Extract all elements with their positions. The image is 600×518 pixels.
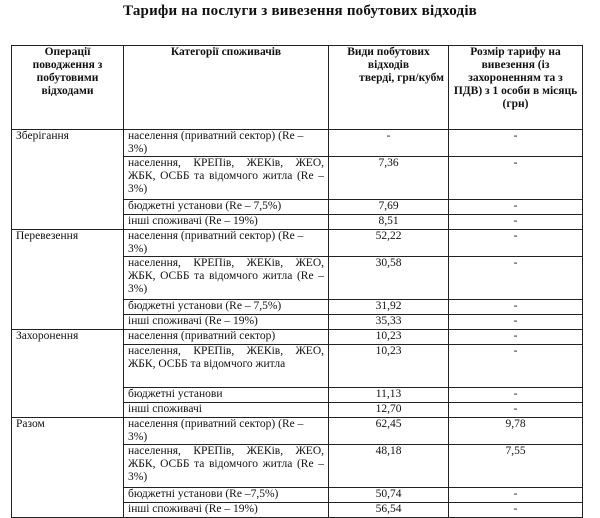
document-title: Тарифи на послуги з вивезення побутових відходів [123,3,477,19]
volume-cell: 56,54 [329,503,449,518]
volume-cell: 30,58 [329,257,449,300]
category-cell: населення (приватний сектор) [124,330,329,345]
volume-cell: 11,13 [329,388,449,403]
tariff-cell: 9,78 [449,418,583,445]
category-cell: населення, КРЕПів, ЖЕКів, ЖЕО, ЖБК, ОСББ та відомчого житла (Re – 3%) [124,257,329,300]
category-cell: населення (приватний сектор) (Re – 3%) [124,230,329,257]
volume-cell: 10,23 [329,330,449,345]
category-cell: бюджетні установи [124,388,329,403]
tariff-cell: - [449,403,583,418]
header-tariff: Розмір тарифу на вивезення (із захороненням та з ПДВ) з 1 особи в місяць (грн) [449,46,583,130]
tariff-cell: - [449,300,583,315]
header-volume-title: Види побутових відходів [347,46,430,71]
table-row [12,230,583,257]
category-cell: бюджетні установи (Re –7,5%) [124,488,329,503]
tariff-cell: - [449,257,583,300]
category-cell: населення, КРЕПів, ЖЕКів, ЖЕО, ЖБК, ОСББ та відомчого житла (Re – 3%) [124,445,329,488]
operation-cell: Перевезення [12,230,124,330]
table-row [12,130,583,157]
header-category: Категорії споживачів [124,46,329,130]
tariff-cell: - [449,130,583,157]
header-operation: Операції поводження з побутовими відходами [12,46,124,130]
volume-cell: 31,92 [329,300,449,315]
operation-cell: Разом [12,418,124,518]
category-cell: населення, КРЕПів, ЖЕКів, ЖЕО, ЖБК, ОСББ та відомчого житла (Re – 3%) [124,157,329,200]
category-cell: населення (приватний сектор) (Re – 3%) [124,130,329,157]
tariff-cell: - [449,488,583,503]
tariff-cell: - [449,388,583,403]
header-volume-unit: тверді, грн/кубм [359,72,444,84]
volume-cell: 35,33 [329,315,449,330]
tariff-table [11,45,583,518]
volume-cell: 50,74 [329,488,449,503]
operation-cell: Зберігання [12,130,124,230]
category-cell: населення, КРЕПів, ЖЕКів, ЖЕО, ЖБК, ОСББ та відомчого житла [124,345,329,388]
volume-cell: 7,36 [329,157,449,200]
volume-cell: 52,22 [329,230,449,257]
tariff-cell: - [449,345,583,388]
tariff-cell: - [449,330,583,345]
volume-cell: - [329,130,449,157]
volume-cell: 62,45 [329,418,449,445]
volume-cell: 7,69 [329,200,449,215]
volume-cell: 8,51 [329,215,449,230]
category-cell: населення (приватний сектор) (Re – 3%) [124,418,329,445]
tariff-cell: - [449,230,583,257]
category-cell: інші споживачі (Re – 19%) [124,315,329,330]
category-cell: інші споживачі (Re – 19%) [124,215,329,230]
volume-cell: 48,18 [329,445,449,488]
header-row [12,46,583,130]
header-volume [329,46,449,130]
category-cell: бюджетні установи (Re – 7,5%) [124,300,329,315]
volume-cell: 10,23 [329,345,449,388]
tariff-cell: - [449,157,583,200]
volume-cell: 12,70 [329,403,449,418]
tariff-cell: - [449,503,583,518]
operation-cell: Захоронення [12,330,124,418]
tariff-cell: - [449,200,583,215]
category-cell: інші споживачі (Re – 19%) [124,503,329,518]
tariff-cell: 7,55 [449,445,583,488]
category-cell: бюджетні установи (Re – 7,5%) [124,200,329,215]
tariff-cell: - [449,315,583,330]
tariff-cell: - [449,215,583,230]
table-row [12,418,583,445]
table-row [12,330,583,345]
category-cell: інші споживачі [124,403,329,418]
